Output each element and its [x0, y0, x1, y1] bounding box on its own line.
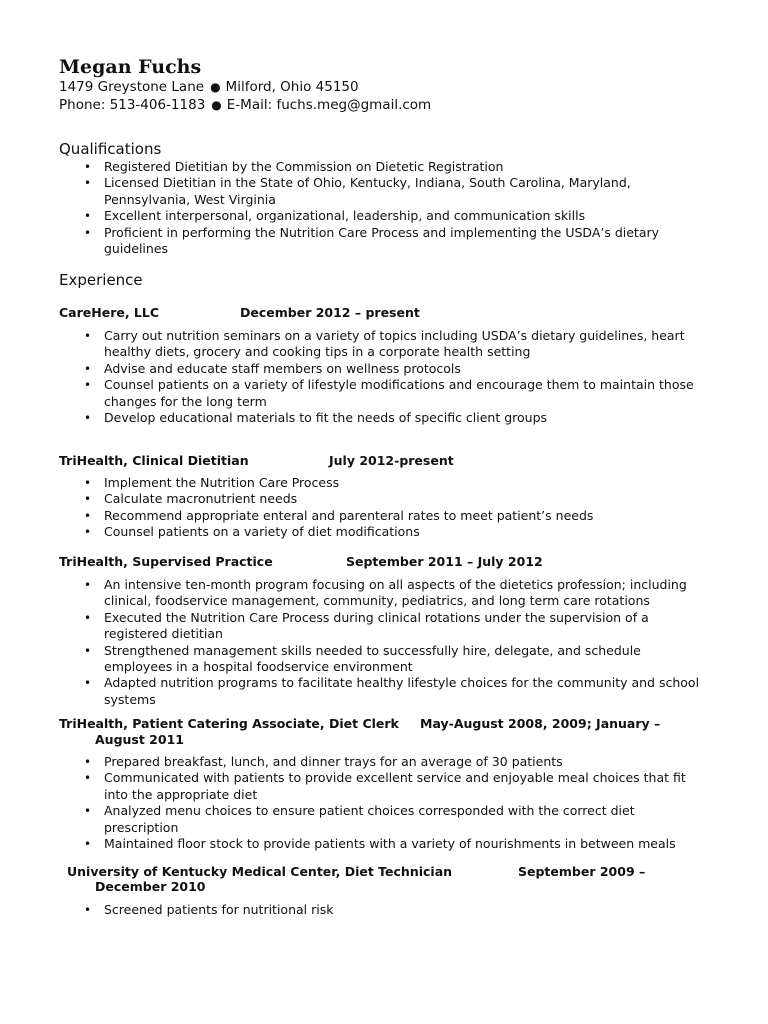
bullet-separator-icon: ●	[210, 80, 221, 94]
qualifications-heading: Qualifications	[59, 140, 162, 158]
list-item: • Executed the Nutrition Care Process during clinical rotations under the supervision of a registered dietitian	[0, 610, 704, 643]
job-dates-continued: August 2011	[95, 732, 184, 747]
list-item: • Develop educational materials to fit the needs of specific client groups	[0, 410, 704, 426]
city-state-zip: Milford, Ohio 45150	[225, 79, 359, 95]
bullet-separator-icon: ●	[211, 98, 222, 112]
list-item: • Analyzed menu choices to ensure patient choices corresponded with the correct diet prescription	[0, 803, 704, 836]
job-dates-continued: December 2010	[95, 879, 206, 894]
list-item: • Calculate macronutrient needs	[0, 491, 704, 507]
job-dates: May-August 2008, 2009; January –	[420, 716, 661, 731]
list-item: • Maintained floor stock to provide patients with a variety of nourishments in between meals	[0, 836, 704, 852]
email: E-Mail: fuchs.meg@gmail.com	[226, 97, 432, 113]
job-dates: September 2009 –	[518, 864, 646, 879]
job-header	[67, 864, 646, 879]
contact-phone-email	[59, 97, 431, 113]
list-item: • Counsel patients on a variety of diet modifications	[0, 524, 704, 540]
list-item: • Adapted nutrition programs to facilitate healthy lifestyle choices for the community and school systems	[0, 675, 704, 708]
job-header	[59, 453, 454, 468]
list-item: • Proficient in performing the Nutrition Care Process and implementing the USDA’s dietary guidelines	[0, 225, 704, 258]
list-item: • Counsel patients on a variety of lifestyle modifications and encourage them to maintain those changes for the long term	[0, 377, 704, 410]
list-item: • Licensed Dietitian in the State of Ohio, Kentucky, Indiana, South Carolina, Maryland, Pennsylvania, West Virginia	[0, 175, 704, 208]
job-dates: December 2012 – present	[240, 305, 420, 320]
job-duties-list	[0, 328, 704, 426]
list-item: • Communicated with patients to provide excellent service and enjoyable meal choices that fit into the appropriate diet	[0, 770, 704, 803]
resume-name: Megan Fuchs	[59, 56, 202, 78]
job-title: TriHealth, Clinical Dietitian	[59, 453, 249, 468]
job-dates: September 2011 – July 2012	[346, 554, 543, 569]
list-item: • An intensive ten-month program focusing on all aspects of the dietetics profession; including clinical, foodservice management, community, pediatrics, and long term care rotations	[0, 577, 704, 610]
list-item: • Prepared breakfast, lunch, and dinner trays for an average of 30 patients	[0, 754, 704, 770]
list-item: • Screened patients for nutritional risk	[0, 902, 704, 918]
job-dates: July 2012-present	[329, 453, 454, 468]
list-item: • Registered Dietitian by the Commission on Dietetic Registration	[0, 159, 704, 175]
job-title: CareHere, LLC	[59, 305, 160, 320]
job-header	[59, 716, 661, 731]
job-duties-list	[0, 577, 704, 708]
list-item: • Excellent interpersonal, organizational, leadership, and communication skills	[0, 208, 704, 224]
list-item: • Carry out nutrition seminars on a variety of topics including USDA’s dietary guidelines, heart healthy diets, grocery and cooking tips in a corporate health setting	[0, 328, 704, 361]
list-item: • Implement the Nutrition Care Process	[0, 475, 704, 491]
list-item: • Advise and educate staff members on wellness protocols	[0, 361, 704, 377]
job-duties-list	[0, 475, 704, 541]
job-title: TriHealth, Patient Catering Associate, Diet Clerk	[59, 716, 399, 731]
experience-heading: Experience	[59, 271, 143, 289]
qualifications-list	[0, 159, 704, 257]
street-address: 1479 Greystone Lane	[59, 79, 205, 95]
list-item: • Recommend appropriate enteral and parenteral rates to meet patient’s needs	[0, 508, 704, 524]
job-header	[59, 554, 543, 569]
job-header	[59, 305, 420, 320]
job-title: TriHealth, Supervised Practice	[59, 554, 273, 569]
job-duties-list	[0, 902, 704, 918]
job-duties-list	[0, 754, 704, 852]
phone: Phone: 513-406-1183	[59, 97, 206, 113]
contact-address	[59, 79, 359, 95]
list-item: • Strengthened management skills needed to successfully hire, delegate, and schedule employees in a hospital foodservice environment	[0, 643, 704, 676]
job-title: University of Kentucky Medical Center, Diet Technician	[67, 864, 453, 879]
